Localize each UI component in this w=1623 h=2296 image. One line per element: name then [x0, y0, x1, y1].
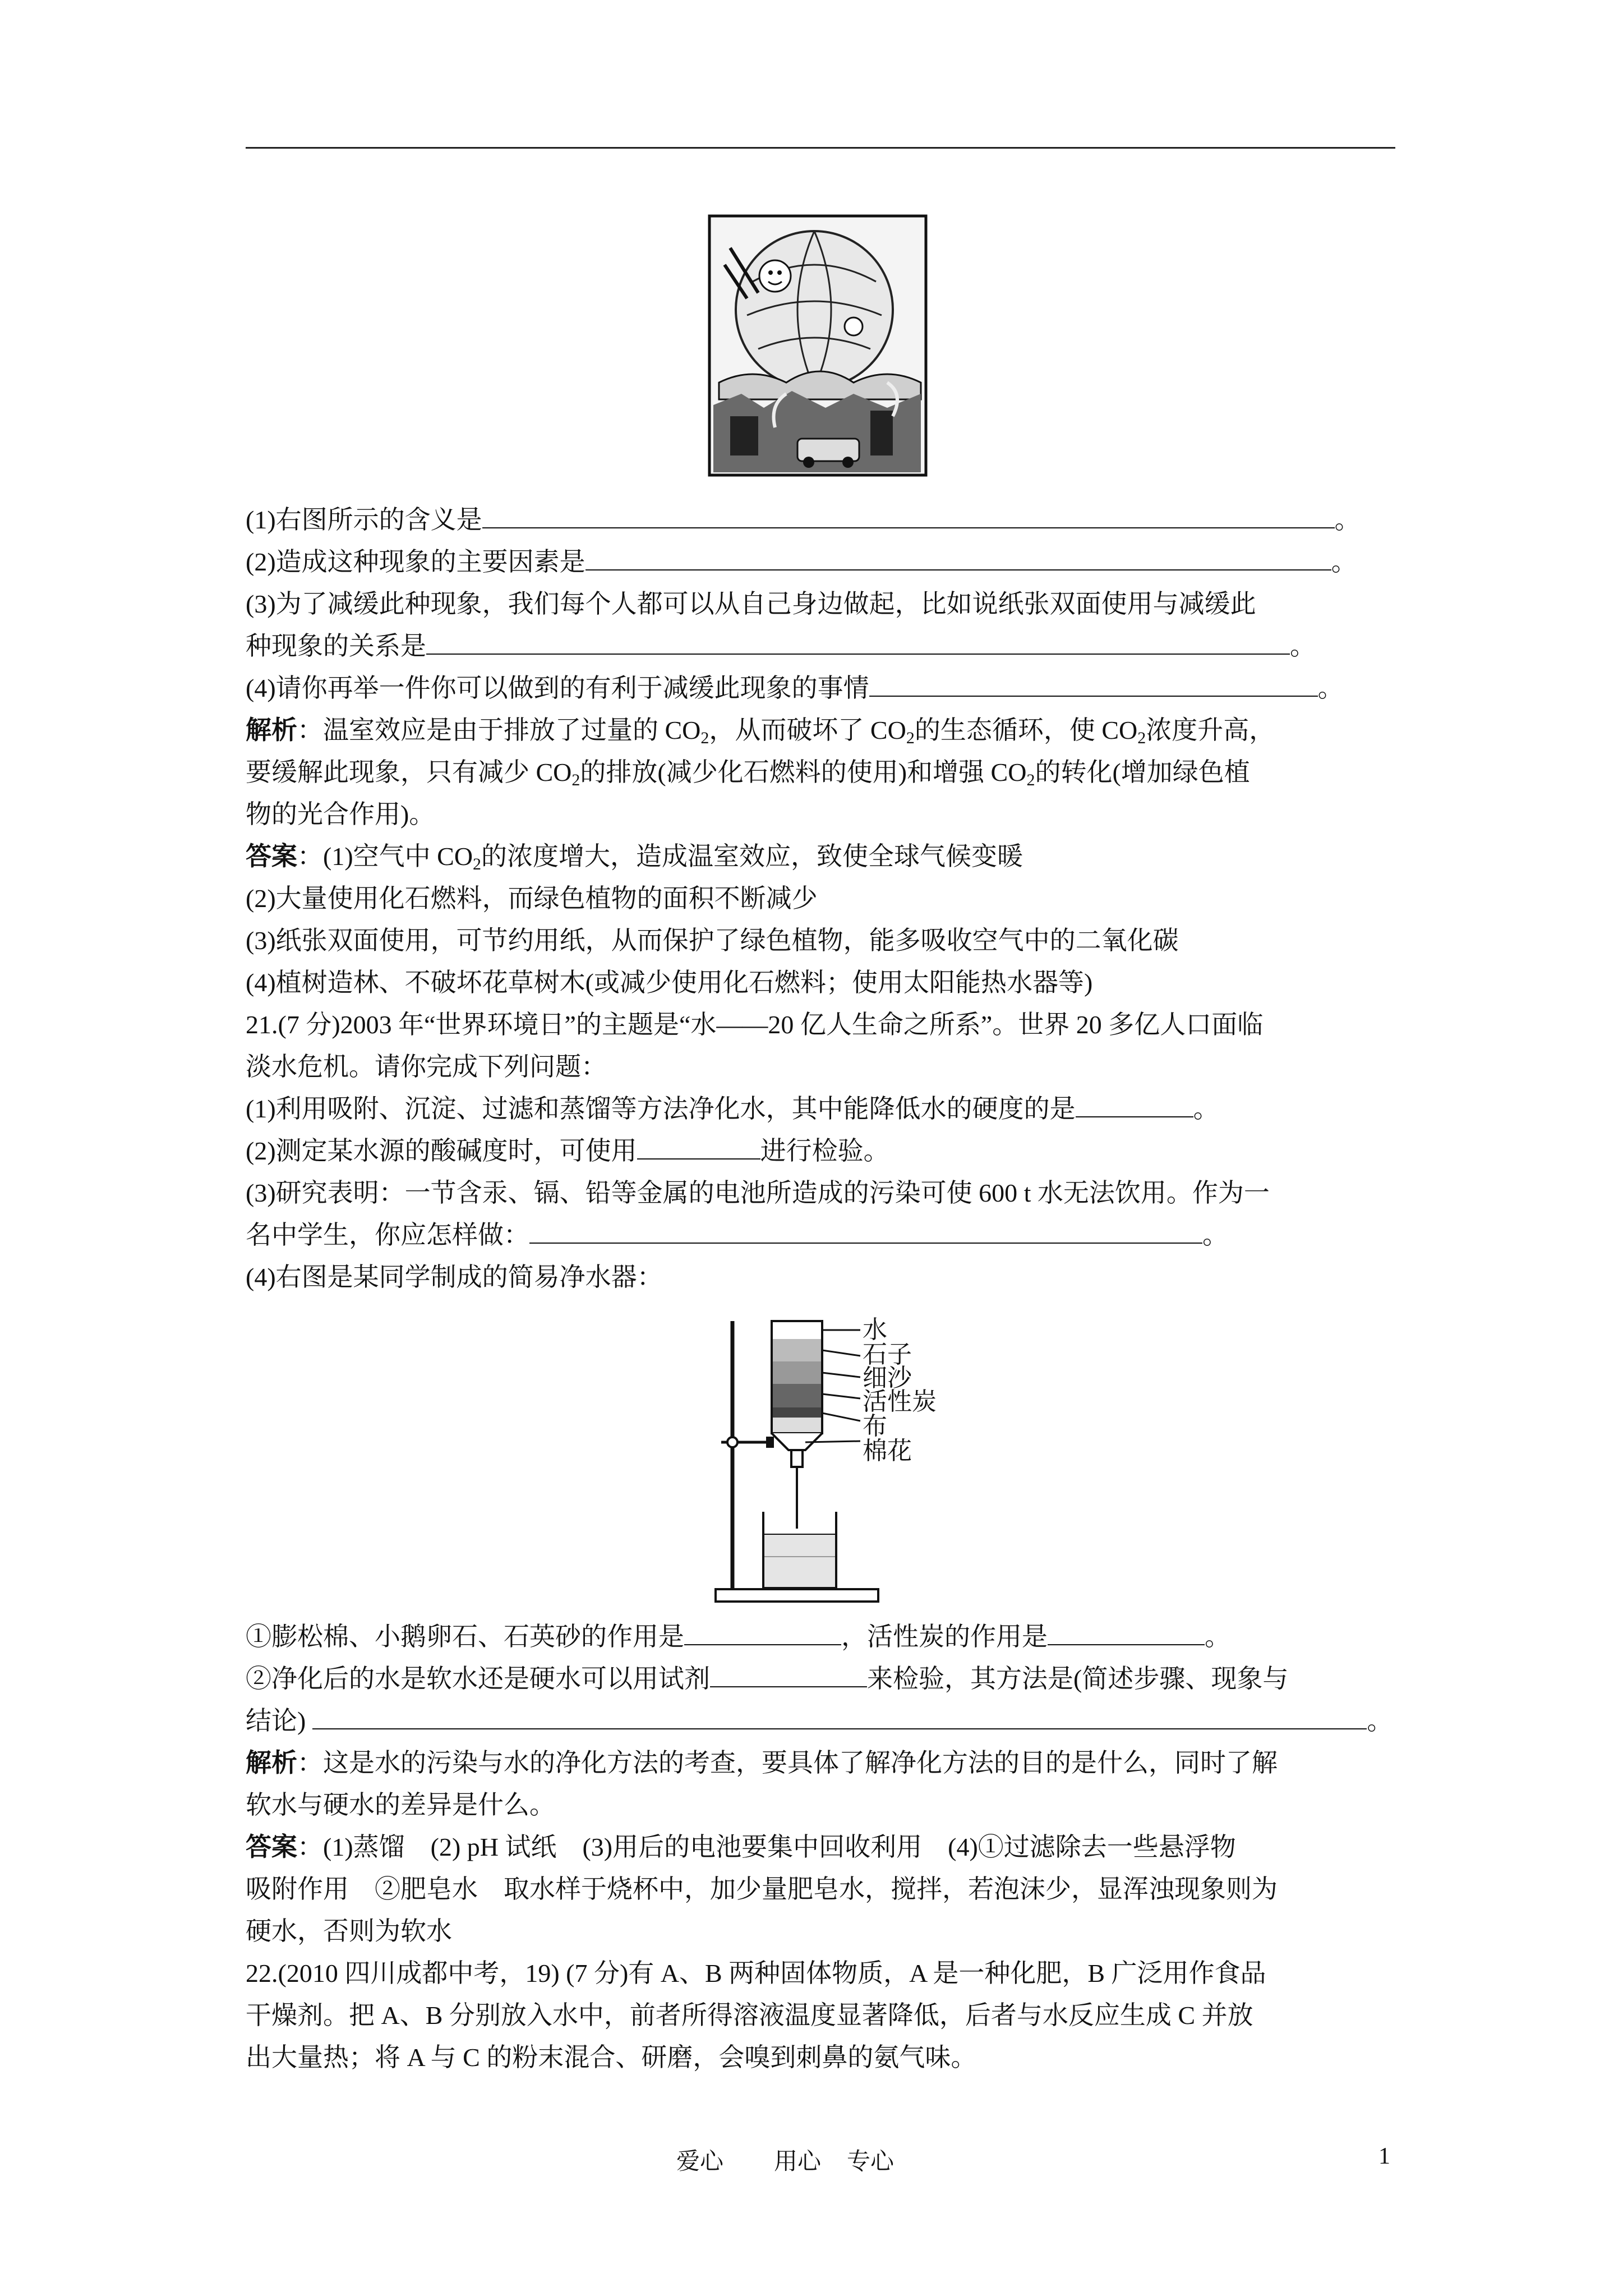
- q21-question-2: (2)测定某水源的酸碱度时，可使用 进行检验。: [246, 1137, 889, 1165]
- q20-analysis-line-3: 物的光合作用)。: [246, 800, 435, 829]
- q21-question-1: (1)利用吸附、沉淀、过滤和蒸馏等方法净化水，其中能降低水的硬度的是 。: [246, 1094, 1219, 1123]
- q21-analysis-line-2: 软水与硬水的差异是什么。: [246, 1791, 555, 1819]
- q21-answer-line-2: 吸附作用 ②肥皂水 取水样于烧杯中，加少量肥皂水，搅拌，若泡沫少，显浑浊现象则为: [246, 1875, 1278, 1903]
- label-water: 水: [863, 1315, 887, 1344]
- q20-question-1: (1)右图所示的含义是 。: [246, 505, 1361, 534]
- label-fine-sand: 细沙: [863, 1364, 912, 1392]
- footer-motto-3: 专心: [847, 2149, 895, 2175]
- footer-motto-1: 爱心: [676, 2149, 724, 2175]
- water-filter-diagram: [710, 1310, 946, 1607]
- q20-question-2: (2)造成这种现象的主要因素是 。: [246, 547, 1357, 576]
- q22-line-3: 出大量热；将 A 与 C 的粉末混合、研磨，会嗅到刺鼻的氨气味。: [246, 2043, 977, 2072]
- footer-motto-2: 用心: [774, 2149, 822, 2175]
- greenhouse-cartoon-figure: [708, 214, 928, 477]
- q21-answer-line-1: 答案：(1)蒸馏 (2) pH 试纸 (3)用后的电池要集中回收利用 (4)①过滤除去一些悬浮物: [246, 1833, 1236, 1861]
- q22-line-2: 干燥剂。把 A、B 分别放入水中，前者所得溶液温度显著降低，后者与水反应生成 C 并放: [246, 2001, 1253, 2030]
- q21-stem-line-1: 21.(7 分)2003 年“世界环境日”的主题是“水——20 亿人生命之所系”。世界 20 多亿人口面临: [246, 1010, 1264, 1039]
- q20-question-3-line-1: (3)为了减缓此种现象，我们每个人都可以从自己身边做起，比如说纸张双面使用与减缓此: [246, 590, 1256, 618]
- q20-answer-line-3: (3)纸张双面使用，可节约用纸，从而保护了绿色植物，能多吸收空气中的二氧化碳: [246, 926, 1179, 955]
- label-activated-carbon: 活性炭: [863, 1387, 937, 1416]
- q20-question-3-line-2: 种现象的关系是 。: [246, 632, 1316, 660]
- page-number: 1: [1378, 2143, 1390, 2169]
- q21-answer-line-3: 硬水，否则为软水: [246, 1917, 452, 1945]
- label-cloth: 布: [863, 1412, 887, 1441]
- q21-question-4: (4)右图是某同学制成的简易净水器：: [246, 1263, 663, 1291]
- q20-analysis-line-2: 要缓解此现象，只有减少 $CO_2$的排放(减少化石燃料的使用)和增强 $CO_2$的转化(增加绿色植: [246, 758, 1250, 789]
- q21-stem-line-2: 淡水危机。请你完成下列问题：: [246, 1052, 607, 1081]
- q20-answer-line-1: 答案：(1)空气中 $CO_2$的浓度增大，造成温室效应，致使全球气候变暖: [246, 842, 1023, 873]
- q20-analysis-line-1: 解析：温室效应是由于排放了过量的 $CO_2$，从而破坏了 $CO_2$的生态循环，使 $CO_2$浓度升高，: [246, 716, 1275, 747]
- q21-analysis-line-1: 解析：这是水的污染与水的净化方法的考查，要具体了解净化方法的目的是什么，同时了解: [246, 1749, 1278, 1777]
- q21-question-3-line-1: (3)研究表明：一节含汞、镉、铅等金属的电池所造成的污染可使 600 t 水无法饮用。作为一: [246, 1179, 1270, 1207]
- q21-sub-question-1: ①膨松棉、小鹅卵石、石英砂的作用是 ，活性炭的作用是 。: [246, 1622, 1230, 1651]
- header-rule: [246, 147, 1395, 149]
- q20-question-4: (4)请你再举一件你可以做到的有利于减缓此现象的事情 。: [246, 674, 1344, 702]
- q20-answer-line-4: (4)植树造林、不破坏花草树木(或减少使用化石燃料；使用太阳能热水器等): [246, 968, 1093, 997]
- q20-answer-line-2: (2)大量使用化石燃料，而绿色植物的面积不断减少: [246, 884, 818, 913]
- q21-sub-question-2-line-2: 结论) 。: [246, 1706, 1393, 1735]
- q21-question-3-line-2: 名中学生，你应怎样做： 。: [246, 1221, 1228, 1249]
- label-cotton: 棉花: [863, 1437, 912, 1465]
- label-stones: 石子: [863, 1340, 912, 1369]
- q22-line-1: 22.(2010 四川成都中考，19) (7 分)有 A、B 两种固体物质，A 是一种化肥，B 广泛用作食品: [246, 1959, 1266, 1987]
- q21-sub-question-2-line-1: ②净化后的水是软水还是硬水可以用试剂 来检验，其方法是(简述步骤、现象与: [246, 1664, 1289, 1693]
